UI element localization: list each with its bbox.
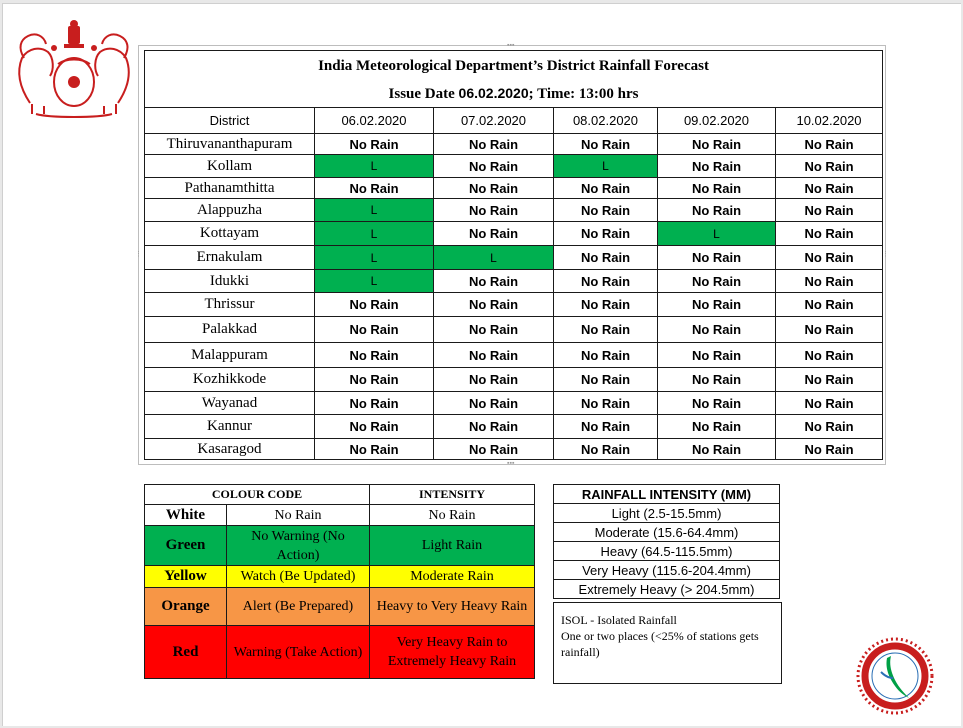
forecast-cell[interactable]: No Rain xyxy=(315,134,434,155)
forecast-cell[interactable]: No Rain xyxy=(434,392,554,415)
forecast-cell[interactable]: No Rain xyxy=(554,178,658,199)
district-row xyxy=(145,178,883,199)
district-row xyxy=(145,222,883,246)
forecast-cell[interactable]: No Rain xyxy=(554,439,658,460)
colour-name: Orange xyxy=(145,588,227,626)
forecast-cell[interactable]: No Rain xyxy=(776,343,883,368)
district-name: Idukki xyxy=(145,270,315,293)
forecast-cell[interactable]: No Rain xyxy=(776,134,883,155)
district-row xyxy=(145,199,883,222)
forecast-cell[interactable]: No Rain xyxy=(776,222,883,246)
colour-meaning: No Rain xyxy=(227,505,370,526)
forecast-cell[interactable]: No Rain xyxy=(315,368,434,392)
colour-name: Red xyxy=(145,626,227,679)
isol-description: One or two places (<25% of stations gets rainfall) xyxy=(561,629,759,659)
forecast-cell[interactable]: No Rain xyxy=(434,155,554,178)
intensity-range: Moderate (15.6-64.4mm) xyxy=(554,523,780,542)
forecast-cell[interactable]: No Rain xyxy=(434,134,554,155)
forecast-cell[interactable]: No Rain xyxy=(434,343,554,368)
forecast-cell[interactable]: No Rain xyxy=(315,178,434,199)
district-name: Alappuzha xyxy=(145,199,315,222)
forecast-cell[interactable]: No Rain xyxy=(776,270,883,293)
forecast-cell[interactable]: No Rain xyxy=(658,134,776,155)
district-row xyxy=(145,270,883,293)
forecast-cell[interactable]: No Rain xyxy=(658,246,776,270)
district-name: Kollam xyxy=(145,155,315,178)
forecast-cell[interactable]: No Rain xyxy=(554,343,658,368)
resize-handle-top[interactable]: ▪▪▪ xyxy=(507,41,515,49)
district-row xyxy=(145,293,883,317)
district-name: Kasaragod xyxy=(145,439,315,460)
district-name: Kottayam xyxy=(145,222,315,246)
forecast-cell[interactable]: No Rain xyxy=(658,155,776,178)
district-name: Thiruvananthapuram xyxy=(145,134,315,155)
rainfall-intensity-title: RAINFALL INTENSITY (MM) xyxy=(554,485,780,504)
colour-meaning: Warning (Take Action) xyxy=(227,626,370,679)
district-row xyxy=(145,415,883,439)
district-row xyxy=(145,134,883,155)
forecast-cell[interactable]: No Rain xyxy=(554,222,658,246)
forecast-cell[interactable]: No Rain xyxy=(658,270,776,293)
forecast-cell[interactable]: No Rain xyxy=(776,392,883,415)
issue-prefix: Issue Date xyxy=(388,86,459,102)
intensity-range: Very Heavy (115.6-204.4mm) xyxy=(554,561,780,580)
disaster-management-logo-icon xyxy=(855,636,935,716)
forecast-table xyxy=(144,50,883,460)
district-name: Ernakulam xyxy=(145,246,315,270)
colour-intensity: Very Heavy Rain to Extremely Heavy Rain xyxy=(370,626,535,679)
forecast-cell[interactable]: No Rain xyxy=(554,415,658,439)
resize-handle-right[interactable]: ⋮ xyxy=(882,250,889,258)
colour-meaning: No Warning (No Action) xyxy=(227,526,370,566)
colour-code-row xyxy=(145,588,535,626)
colour-meaning: Watch (Be Updated) xyxy=(227,566,370,588)
colour-intensity: Moderate Rain xyxy=(370,566,535,588)
district-name: Kozhikkode xyxy=(145,368,315,392)
issue-line xyxy=(145,81,883,108)
forecast-cell[interactable]: L xyxy=(315,246,434,270)
colour-name: Yellow xyxy=(145,566,227,588)
colour-name: Green xyxy=(145,526,227,566)
date-column-header: 08.02.2020 xyxy=(554,108,658,134)
district-row xyxy=(145,392,883,415)
district-name: Palakkad xyxy=(145,317,315,343)
forecast-cell[interactable]: No Rain xyxy=(434,270,554,293)
colour-name: White xyxy=(145,505,227,526)
kerala-emblem-icon xyxy=(10,18,138,120)
forecast-cell[interactable]: No Rain xyxy=(658,392,776,415)
forecast-cell[interactable]: No Rain xyxy=(315,439,434,460)
issue-date: 06.02.2020 xyxy=(458,85,529,101)
colour-code-row xyxy=(145,505,535,526)
forecast-cell[interactable]: No Rain xyxy=(776,199,883,222)
forecast-cell[interactable]: No Rain xyxy=(554,293,658,317)
forecast-cell[interactable]: No Rain xyxy=(776,178,883,199)
resize-handle-bottom[interactable]: ▪▪▪ xyxy=(507,459,515,467)
forecast-cell[interactable]: No Rain xyxy=(434,222,554,246)
district-row xyxy=(145,317,883,343)
forecast-cell[interactable]: No Rain xyxy=(315,293,434,317)
forecast-cell[interactable]: No Rain xyxy=(776,439,883,460)
forecast-cell[interactable]: No Rain xyxy=(658,343,776,368)
forecast-cell[interactable]: No Rain xyxy=(554,199,658,222)
colour-code-header: COLOUR CODE xyxy=(145,485,370,505)
forecast-cell[interactable]: No Rain xyxy=(434,439,554,460)
forecast-cell[interactable]: No Rain xyxy=(658,199,776,222)
forecast-cell[interactable]: No Rain xyxy=(434,368,554,392)
district-name: Kannur xyxy=(145,415,315,439)
date-column-header: 06.02.2020 xyxy=(315,108,434,134)
forecast-cell[interactable]: L xyxy=(554,155,658,178)
forecast-cell[interactable]: No Rain xyxy=(776,415,883,439)
date-column-header: 07.02.2020 xyxy=(434,108,554,134)
forecast-cell[interactable]: No Rain xyxy=(434,293,554,317)
forecast-cell[interactable]: L xyxy=(434,246,554,270)
isol-note xyxy=(553,602,782,684)
date-column-header: 09.02.2020 xyxy=(658,108,776,134)
colour-meaning: Alert (Be Prepared) xyxy=(227,588,370,626)
intensity-range: Light (2.5-15.5mm) xyxy=(554,504,780,523)
colour-intensity: No Rain xyxy=(370,505,535,526)
forecast-cell[interactable]: No Rain xyxy=(658,439,776,460)
colour-intensity: Light Rain xyxy=(370,526,535,566)
forecast-cell[interactable]: L xyxy=(315,270,434,293)
forecast-cell[interactable]: No Rain xyxy=(315,317,434,343)
forecast-cell[interactable]: No Rain xyxy=(776,368,883,392)
forecast-cell[interactable]: No Rain xyxy=(776,317,883,343)
forecast-cell[interactable]: No Rain xyxy=(554,270,658,293)
district-name: Malappuram xyxy=(145,343,315,368)
intensity-range: Heavy (64.5-115.5mm) xyxy=(554,542,780,561)
district-row xyxy=(145,343,883,368)
date-column-header: 10.02.2020 xyxy=(776,108,883,134)
colour-code-row xyxy=(145,526,535,566)
district-row xyxy=(145,155,883,178)
district-row xyxy=(145,368,883,392)
forecast-cell[interactable]: No Rain xyxy=(315,415,434,439)
forecast-cell[interactable]: No Rain xyxy=(434,199,554,222)
forecast-cell[interactable]: No Rain xyxy=(434,317,554,343)
forecast-cell[interactable]: No Rain xyxy=(554,368,658,392)
district-name: Wayanad xyxy=(145,392,315,415)
forecast-cell[interactable]: L xyxy=(315,155,434,178)
forecast-cell[interactable]: No Rain xyxy=(554,134,658,155)
forecast-cell[interactable]: No Rain xyxy=(658,293,776,317)
district-name: Thrissur xyxy=(145,293,315,317)
forecast-title: India Meteorological Department’s District Rainfall Forecast xyxy=(145,51,883,82)
forecast-cell[interactable]: No Rain xyxy=(776,155,883,178)
forecast-cell[interactable]: No Rain xyxy=(658,368,776,392)
issue-time: ; Time: 13:00 hrs xyxy=(528,86,639,102)
rainfall-intensity-table xyxy=(553,484,780,599)
intensity-range: Extremely Heavy (> 204.5mm) xyxy=(554,580,780,599)
district-row xyxy=(145,439,883,460)
forecast-cell[interactable]: L xyxy=(315,222,434,246)
forecast-cell[interactable]: No Rain xyxy=(315,343,434,368)
forecast-cell[interactable]: No Rain xyxy=(776,246,883,270)
forecast-cell[interactable]: No Rain xyxy=(776,293,883,317)
forecast-cell[interactable]: No Rain xyxy=(658,415,776,439)
colour-intensity: Heavy to Very Heavy Rain xyxy=(370,588,535,626)
forecast-cell[interactable]: No Rain xyxy=(554,317,658,343)
resize-handle-left[interactable]: ⋮ xyxy=(135,250,142,258)
forecast-cell[interactable]: No Rain xyxy=(434,415,554,439)
district-name: Pathanamthitta xyxy=(145,178,315,199)
district-row xyxy=(145,246,883,270)
colour-code-table xyxy=(144,484,535,679)
colour-code-row xyxy=(145,626,535,679)
forecast-cell[interactable]: L xyxy=(658,222,776,246)
forecast-cell[interactable]: No Rain xyxy=(434,178,554,199)
forecast-cell[interactable]: No Rain xyxy=(554,392,658,415)
colour-code-row xyxy=(145,566,535,588)
forecast-cell[interactable]: No Rain xyxy=(315,392,434,415)
forecast-cell[interactable]: No Rain xyxy=(554,246,658,270)
isol-definition: ISOL - Isolated Rainfall xyxy=(561,613,677,627)
district-column-header: District xyxy=(145,108,315,134)
intensity-header: INTENSITY xyxy=(370,485,535,505)
forecast-cell[interactable]: No Rain xyxy=(658,178,776,199)
forecast-cell[interactable]: L xyxy=(315,199,434,222)
forecast-cell[interactable]: No Rain xyxy=(658,317,776,343)
